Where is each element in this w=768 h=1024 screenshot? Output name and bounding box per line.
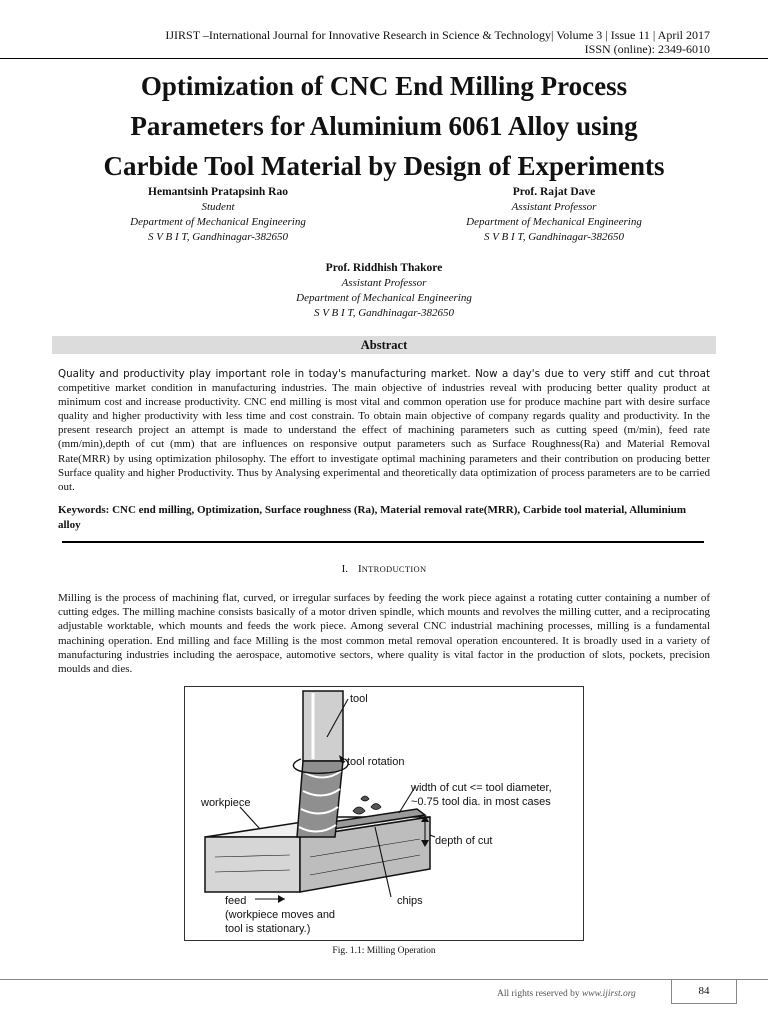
abstract-lead: Quality and productivity play important role in today's manufacturing market. Now a day's due to very stiff and cut throat [58, 368, 710, 380]
rights-text: All rights reserved by [497, 989, 582, 999]
author-inst: S V B I T, Gandhinagar-382650 [484, 231, 624, 243]
author-name: Hemantsinh Pratapsinh Rao [148, 186, 288, 198]
footer-rights [497, 989, 636, 999]
milling-figure [184, 686, 584, 941]
author-inst: S V B I T, Gandhinagar-382650 [314, 307, 454, 319]
section-title-rest: NTRODUCTION [361, 564, 427, 574]
label-depth-of-cut: depth of cut [435, 835, 493, 847]
author-name: Prof. Riddhish Thakore [325, 262, 443, 274]
footer-rule [0, 979, 768, 980]
label-feed: feed [225, 895, 247, 907]
author-block [436, 185, 672, 245]
running-header [165, 28, 710, 56]
label-width-line-1: width of cut <= tool diameter, [411, 782, 552, 794]
section-number: I. [341, 563, 349, 575]
journal-url: www.ijirst.org [581, 989, 636, 999]
label-tool: tool [350, 693, 368, 705]
label-chips: chips [397, 895, 423, 907]
title-line-1: Optimization of CNC End Milling Process [140, 71, 628, 101]
chips [353, 796, 381, 814]
page-number: 84 [671, 980, 737, 1004]
author-role: Student [201, 201, 235, 213]
author-block [100, 185, 336, 245]
author-inst: S V B I T, Gandhinagar-382650 [148, 231, 288, 243]
keywords: Keywords: CNC end milling, Optimization, Surface roughness (Ra), Material removal rate(MRR), Carbide tool material, Alluminium alloy [58, 504, 687, 531]
introduction-paragraph: Milling is the process of machining flat, curved, or irregular surfaces by feeding the work piece against a rotating cutter containing a number of cutting edges. The milling machine consists basically of a motor driven spindle, which mounts and revolves the milling cutter, and a reciprocating adjustable worktable, which mounts and feeds the work piece. Among several CNC industrial machining processes, milling is a fundamental machining operation. End milling and face Milling is the most common metal removal operation encountered. It is broadly used in a variety of manufacturing industries including the aerospace, automotive sectors, where quality is vital factor in the production of slots, pockets, precision moulds and dies. [58, 592, 710, 676]
paper-title [40, 66, 728, 186]
figure-caption: Fig. 1.1: Milling Operation [332, 946, 436, 956]
author-block [266, 261, 502, 321]
label-width-line-2: ~0.75 tool dia. in most cases [411, 796, 551, 808]
label-tool-rotation: tool rotation [347, 756, 405, 768]
label-feed-line-3: tool is stationary.) [225, 923, 311, 935]
author-role: Assistant Professor [511, 201, 597, 213]
author-dept: Department of Mechanical Engineering [466, 216, 642, 228]
title-line-2: Parameters for Aluminium 6061 Alloy using [130, 111, 638, 141]
abstract-body: competitive market condition in manufacturing industries. The main objective of industries reveal with producing better quality product at minimum cost and increase productivity. CNC end milling is most vital and common operation use for produce machine part with desire surface quality and higher productivity with less time and cost constrain. To obtain main objective of company regards quality and productivity. In the present research project an attempt is made to understand the effect of machining parameters such as cutting speed (m/min), feed rate (mm/min),depth of cut (mm) that are influences on responsive output parameters such as Surface Roughness(Ra) and Material Removal Rate(MRR) by using optimization philosophy. The effort to investigate optimal machining parameters and their contribution on producing better Surface quality and higher Productivity. Thus by Analysing experimental and theoretically data optimization of process parameters are to be carried out. [58, 382, 710, 493]
author-dept: Department of Mechanical Engineering [130, 216, 306, 228]
label-workpiece: workpiece [201, 797, 251, 809]
label-feed-line-2: (workpiece moves and [225, 909, 336, 921]
author-role: Assistant Professor [341, 277, 427, 289]
abstract-heading: Abstract [52, 336, 716, 354]
issn-line: ISSN (online): 2349-6010 [584, 42, 710, 56]
section-title-initial: I [358, 563, 362, 575]
abstract-text [58, 367, 710, 494]
author-dept: Department of Mechanical Engineering [296, 292, 472, 304]
section-separator [62, 541, 704, 543]
end-mill-tool [297, 691, 343, 837]
header-rule [0, 58, 768, 59]
journal-line: IJIRST –International Journal for Innovative Research in Science & Technology| Volume 3 | Issue 11 | April 2017 [165, 28, 710, 42]
author-name: Prof. Rajat Dave [512, 186, 596, 198]
section-heading [0, 563, 768, 575]
title-line-3: Carbide Tool Material by Design of Experiments [103, 151, 665, 181]
